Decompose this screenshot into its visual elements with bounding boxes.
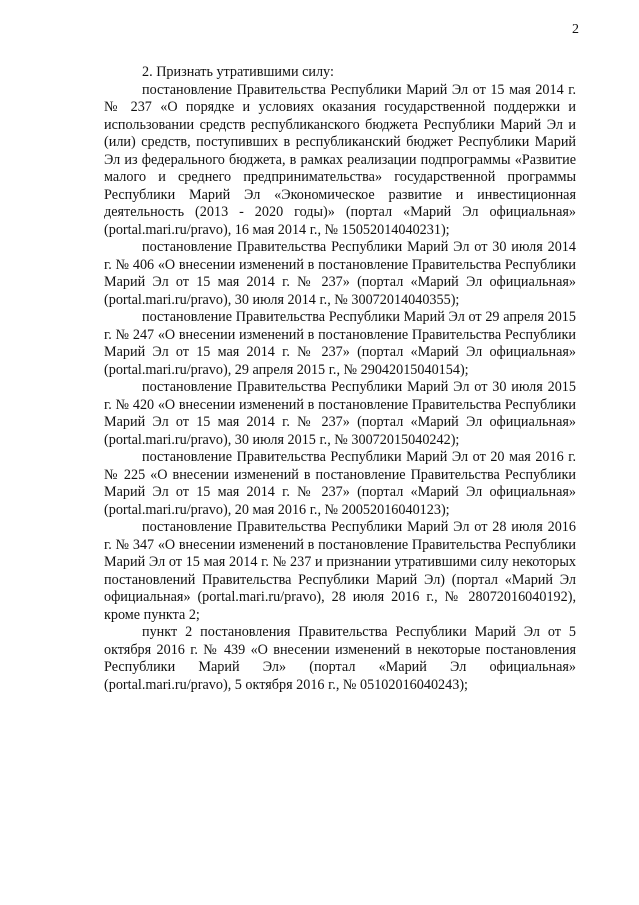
list-item: постановление Правительства Республики Марий Эл от 20 мая 2016 г. № 225 «О внесении изменений в постановление Правительства Республики Марий Эл от 15 мая 2014 г. № 237» (портал «Марий Эл официальная» (portal.mari.ru/pravo), 20 мая 2016 г., № 20052016040123);: [104, 449, 576, 518]
list-item: постановление Правительства Республики Марий Эл от 29 апреля 2015 г. № 247 «О внесении изменений в постановление Правительства Республики Марий Эл от 15 мая 2014 г. № 237» (портал «Марий Эл официальная» (portal.mari.ru/pravo), 29 апреля 2015 г., № 29042015040154);: [104, 309, 576, 378]
list-item: постановление Правительства Республики Марий Эл от 30 июля 2015 г. № 420 «О внесении изменений в постановление Правительства Республики Марий Эл от 15 мая 2014 г. № 237» (портал «Марий Эл официальная» (portal.mari.ru/pravo), 30 июля 2015 г., № 30072015040242);: [104, 379, 576, 448]
list-item: постановление Правительства Республики Марий Эл от 28 июля 2016 г. № 347 «О внесении изменений в постановление Правительства Республики Марий Эл от 15 мая 2014 г. № 237 и признании утратившими силу некоторых постановлений Правительства Республики Марий Эл) (портал «Марий Эл официальная» (portal.mari.ru/pravo), 28 июля 2016 г., № 28072016040192), кроме пункта 2;: [104, 519, 576, 623]
list-item: постановление Правительства Республики Марий Эл от 15 мая 2014 г. № 237 «О порядке и условиях оказания государственной поддержки и использовании средств республиканского бюджета Республики Марий Эл и (или) средств, поступивших в республиканский бюджет Республики Марий Эл из федерального бюджета, в рамках реализации подпрограммы «Развитие малого и среднего предпринимательства» государственной программы Республики Марий Эл «Экономическое развитие и инвестиционная деятельность (2013 - 2020 годы)» (портал «Марий Эл официальная» (portal.mari.ru/pravo), 16 мая 2014 г., № 15052014040231);: [104, 81, 576, 238]
page-number: 2: [572, 22, 579, 37]
section-intro: 2. Признать утратившими силу:: [142, 64, 334, 80]
list-item: постановление Правительства Республики Марий Эл от 30 июля 2014 г. № 406 «О внесении изменений в постановление Правительства Республики Марий Эл от 15 мая 2014 г. № 237» (портал «Марий Эл официальная» (portal.mari.ru/pravo), 30 июля 2014 г., № 30072014040355);: [104, 239, 576, 308]
list-item: пункт 2 постановления Правительства Республики Марий Эл от 5 октября 2016 г. № 439 «О внесении изменений в некоторые постановления Республики Марий Эл» (портал «Марий Эл официальная» (portal.mari.ru/pravo), 5 октября 2016 г., № 05102016040243);: [104, 624, 576, 693]
document-body: [104, 64, 576, 694]
